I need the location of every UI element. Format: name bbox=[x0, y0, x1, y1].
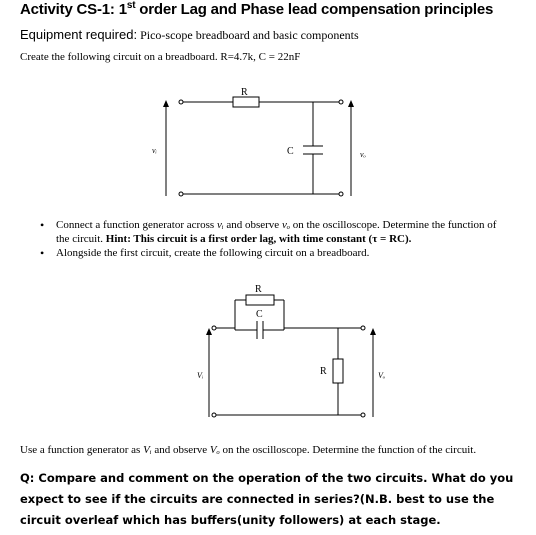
circuit-1-vi-label: vᵢ bbox=[152, 146, 157, 155]
circuit-1-vo-label: vₒ bbox=[360, 150, 366, 159]
equipment-text: Pico-scope breadboard and basic components bbox=[137, 28, 359, 42]
hint-text: Hint: This circuit is a first order lag, with time constant (τ = RC). bbox=[105, 233, 412, 245]
circuit-2-vi-label: Vᵢ bbox=[197, 371, 204, 380]
circuit-2-r-top-label: R bbox=[255, 284, 262, 295]
circuit-2-shunt-resistor bbox=[333, 359, 343, 383]
bullet-create-second: • Alongside the first circuit, create the following circuit on a breadboard. bbox=[40, 246, 510, 260]
circuit-1-r-label: R bbox=[241, 87, 248, 98]
create-instruction: Create the following circuit on a breadboard. R=4.7k, C = 22nF bbox=[20, 51, 301, 63]
circuit-1-c-label: C bbox=[287, 146, 294, 157]
circuit-2-vo-label: Vₒ bbox=[378, 371, 386, 380]
circuit-2-series-resistor bbox=[246, 295, 274, 305]
question-text: Q: Compare and comment on the operation of the two circuits. What do you expect to see if the circuits are connected in series?(N.B. best to use the circuit overleaf which has buffers(unity followers) at each stage. bbox=[20, 471, 514, 527]
bullet-connect: • Connect a function generator across vᵢ and observe vₒ on the oscilloscope. Determine the function of the circuit. Hint: This circuit is a first order lag, with time constant (τ = RC). bbox=[40, 218, 510, 246]
equipment-label: Equipment required: bbox=[20, 27, 138, 42]
function-generator-instruction: Use a function generator as Vᵢ and observe Vₒ on the oscilloscope. Determine the function of the circuit. bbox=[20, 444, 477, 456]
circuit-2-c-label: C bbox=[256, 309, 263, 320]
circuit-2-r-shunt-label: R bbox=[320, 366, 327, 377]
activity-title: Activity CS-1: 1st order Lag and Phase lead compensation principles bbox=[20, 0, 494, 18]
